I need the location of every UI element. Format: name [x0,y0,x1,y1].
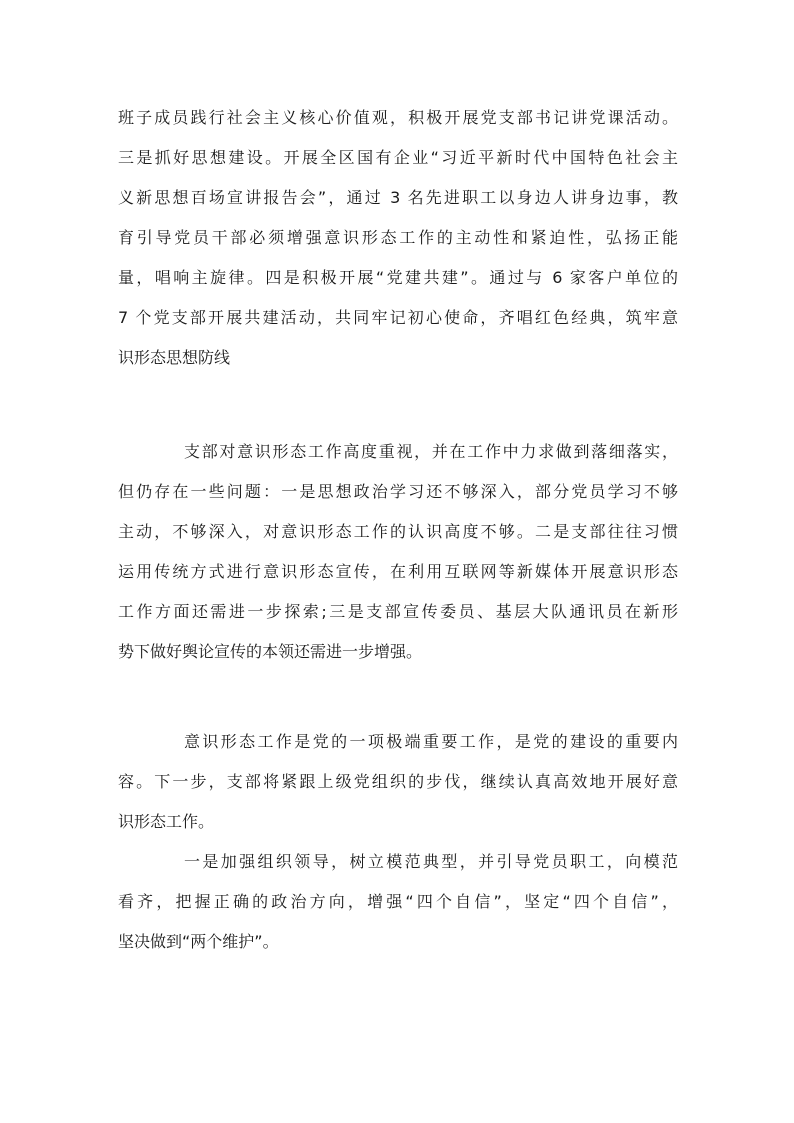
text-line: 容。下一步，支部将紧跟上级党组织的步伐，继续认真高效地开展好意 [118,772,678,791]
text-line: 一是加强组织领导，树立模范典型，并引导党员职工，向模范 [184,852,678,871]
text-line: 看齐，把握正确的政治方向，增强“四个自信”，坚定“四个自信”， [118,892,678,911]
text-line: 势下做好舆论宣传的本领还需进一步增强。 [118,642,423,661]
text-line: 量，唱响主旋律。四是积极开展“党建共建”。通过与 6 家客户单位的 [118,268,678,287]
text-line: 主动，不够深入，对意识形态工作的认识高度不够。二是支部往往习惯 [118,522,678,541]
text-line: 运用传统方式进行意识形态宣传，在利用互联网等新媒体开展意识形态 [118,562,678,581]
text-line: 义新思想百场宣讲报告会”，通过 3 名先进职工以身边人讲身边事，教 [118,188,678,207]
text-line: 育引导党员干部必须增强意识形态工作的主动性和紧迫性，弘扬正能 [118,228,678,247]
text-line: 工作方面还需进一步探索;三是支部宣传委员、基层大队通讯员在新形 [118,602,678,621]
text-line: 7 个党支部开展共建活动，共同牢记初心使命，齐唱红色经典，筑牢意 [118,308,678,327]
text-line: 坚决做到“两个维护”。 [118,932,279,951]
text-line: 意识形态工作是党的一项极端重要工作，是党的建设的重要内 [184,732,678,751]
text-line: 支部对意识形态工作高度重视，并在工作中力求做到落细落实， [184,442,678,461]
text-line: 但仍存在一些问题：一是思想政治学习还不够深入，部分党员学习不够 [118,482,678,501]
text-line: 班子成员践行社会主义核心价值观，积极开展党支部书记讲党课活动。 [118,108,678,127]
paragraph-existing-problems [118,432,678,672]
text-line: 识形态工作。 [118,812,215,831]
text-line: 三是抓好思想建设。开展全区国有企业“习近平新时代中国特色社会主 [118,148,678,167]
paragraph-party-building [118,98,678,378]
text-line: 识形态思想防线 [118,348,231,367]
paragraph-next-steps [118,722,678,962]
